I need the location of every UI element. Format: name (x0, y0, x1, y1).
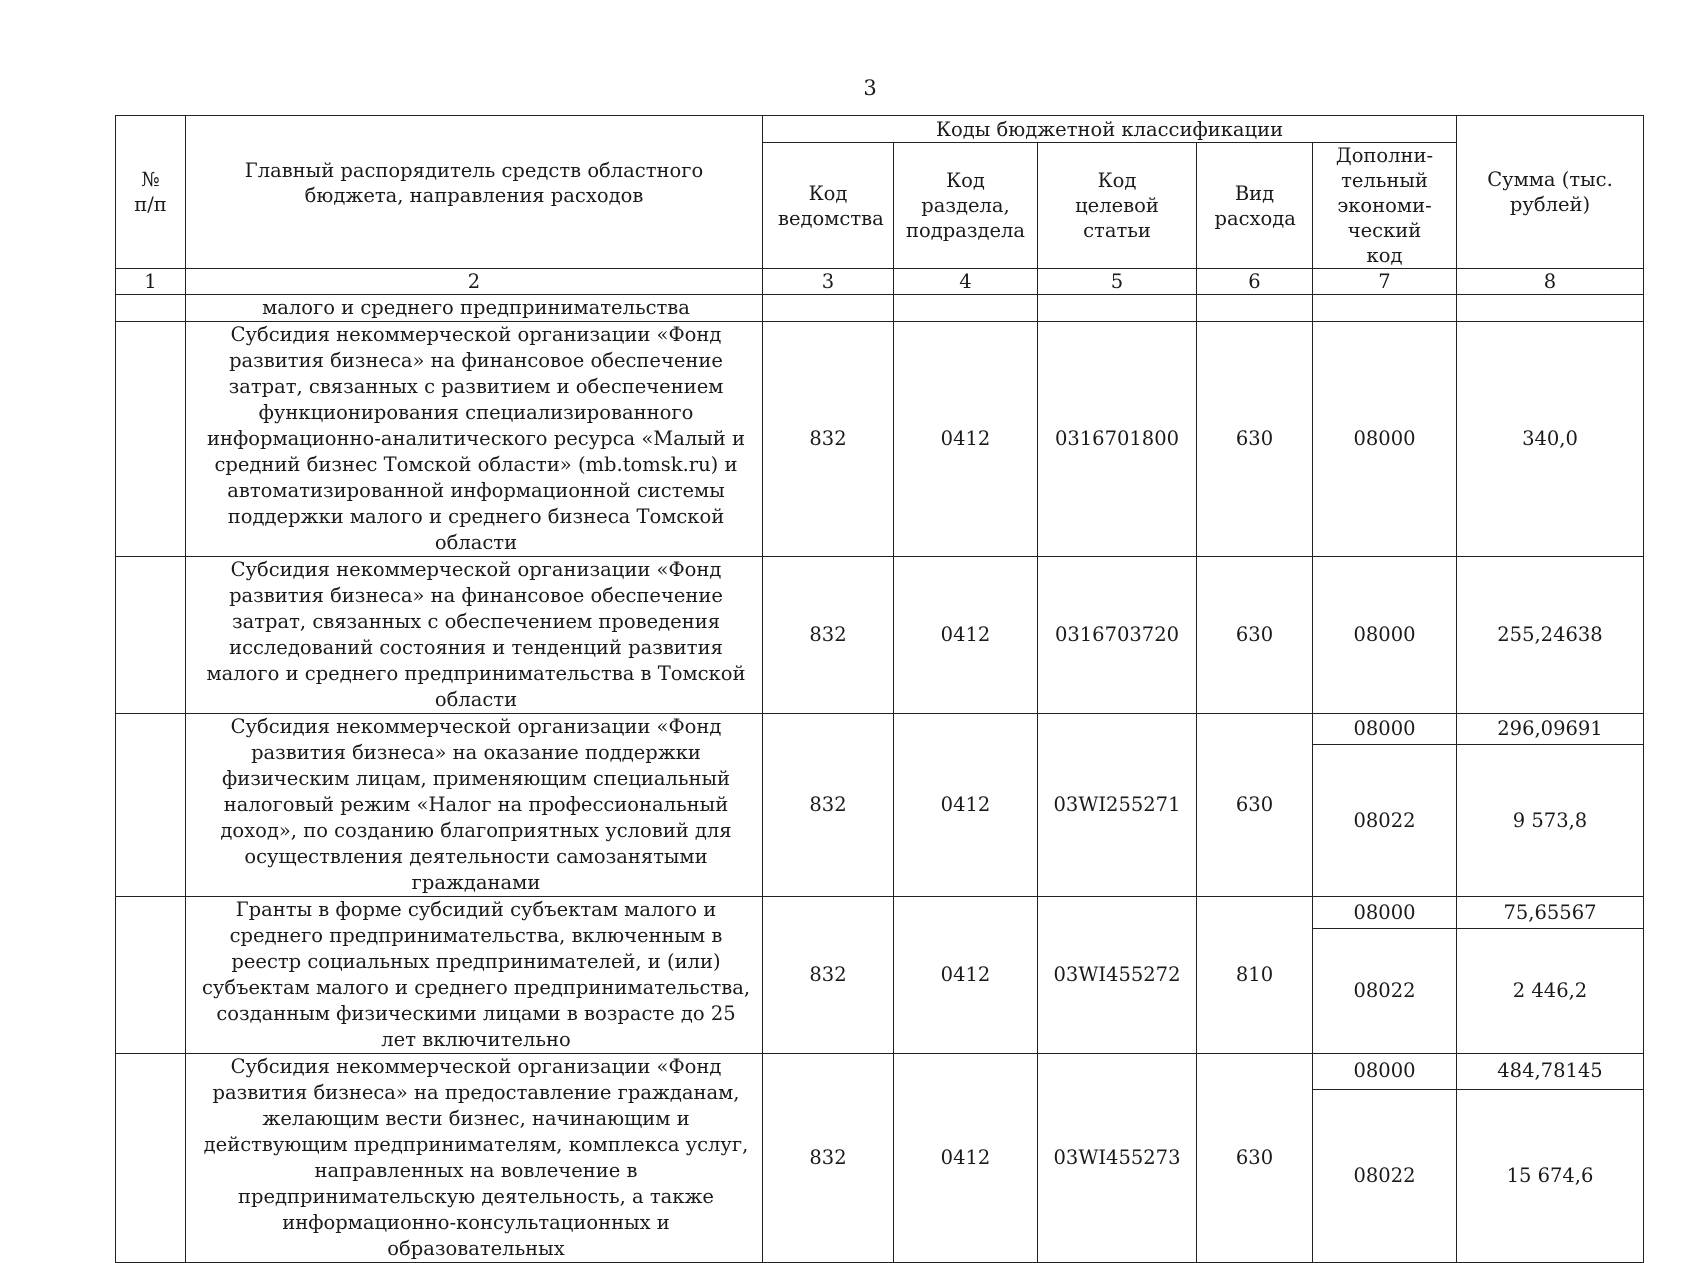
header-main: Главный распорядитель средств областного бюджета, направления расходов (186, 116, 763, 269)
row-sum: 484,78145 (1457, 1054, 1644, 1090)
row-target-code: 0316703720 (1038, 557, 1197, 714)
row-section-code (894, 295, 1038, 322)
row-expense-kind: 630 (1197, 557, 1313, 714)
row-sum: 255,24638 (1457, 557, 1644, 714)
column-number: 1 (116, 269, 186, 295)
row-extra-code (1313, 295, 1457, 322)
column-number: 8 (1457, 269, 1644, 295)
row-expense-kind: 630 (1197, 714, 1313, 897)
header-target: Код целевой статьи (1038, 143, 1197, 269)
row-target-code: 03WI255271 (1038, 714, 1197, 897)
column-number: 6 (1197, 269, 1313, 295)
row-extra-code: 08000 (1313, 322, 1457, 557)
table-row (116, 557, 1644, 714)
row-section-code: 0412 (894, 557, 1038, 714)
row-description: Субсидия некоммерческой организации «Фонд развития бизнеса» на предоставление гражданам, желающим вести бизнес, начинающим и действующим предпринимателям, комплекса услуг, направленных на вовлечение в предпринимательскую деятельность, а также информационно-консультационных и образовательных (186, 1054, 763, 1263)
row-extra-code: 08000 (1313, 557, 1457, 714)
header-kind: Вид расхода (1197, 143, 1313, 269)
header-classification-group: Коды бюджетной классификации (763, 116, 1457, 143)
row-num (116, 897, 186, 1054)
row-extra-code: 08022 (1313, 745, 1457, 897)
header-num: № п/п (116, 116, 186, 269)
column-number: 3 (763, 269, 894, 295)
row-num (116, 557, 186, 714)
row-description: Субсидия некоммерческой организации «Фонд развития бизнеса» на финансовое обеспечение затрат, связанных с обеспечением проведения исследований состояния и тенденций развития малого и среднего предпринимательства в Томской области (186, 557, 763, 714)
table-row (116, 714, 1644, 745)
budget-table (115, 115, 1644, 1263)
row-dept-code: 832 (763, 557, 894, 714)
row-section-code: 0412 (894, 714, 1038, 897)
header-extra: Дополни-тельный экономи-ческий код (1313, 143, 1457, 269)
row-expense-kind: 630 (1197, 322, 1313, 557)
table-row (116, 897, 1644, 929)
column-number: 2 (186, 269, 763, 295)
row-sum: 296,09691 (1457, 714, 1644, 745)
row-sum: 15 674,6 (1457, 1089, 1644, 1262)
page-number: 3 (863, 76, 877, 100)
row-description: Субсидия некоммерческой организации «Фонд развития бизнеса» на оказание поддержки физическим лицам, применяющим специальный налоговый режим «Налог на профессиональный доход», по созданию благоприятных условий для осуществления деятельности самозанятыми гражданами (186, 714, 763, 897)
row-target-code: 0316701800 (1038, 322, 1197, 557)
row-section-code: 0412 (894, 322, 1038, 557)
table-row (116, 322, 1644, 557)
row-description: малого и среднего предпринимательства (186, 295, 763, 322)
row-extra-code: 08022 (1313, 1089, 1457, 1262)
row-extra-code: 08000 (1313, 897, 1457, 929)
header-section: Код раздела, подраздела (894, 143, 1038, 269)
row-target-code: 03WI455273 (1038, 1054, 1197, 1263)
row-expense-kind: 810 (1197, 897, 1313, 1054)
row-description: Субсидия некоммерческой организации «Фонд развития бизнеса» на финансовое обеспечение затрат, связанных с развитием и обеспечением функционирования специализированного информационно-аналитического ресурса «Малый и средний бизнес Томской области» (mb.tomsk.ru) и автоматизированной информационной системы поддержки малого и среднего бизнеса Томской области (186, 322, 763, 557)
row-num (116, 295, 186, 322)
row-dept-code (763, 295, 894, 322)
row-extra-code: 08000 (1313, 714, 1457, 745)
row-sum (1457, 295, 1644, 322)
row-sum: 9 573,8 (1457, 745, 1644, 897)
row-extra-code: 08022 (1313, 929, 1457, 1054)
row-target-code (1038, 295, 1197, 322)
header-row-top (116, 116, 1644, 143)
table-row (116, 1054, 1644, 1090)
column-number-row (116, 269, 1644, 295)
row-num (116, 1054, 186, 1263)
row-description: Гранты в форме субсидий субъектам малого и среднего предпринимательства, включенным в реестр социальных предпринимателей, и (или) субъектам малого и среднего предпринимательства, созданным физическими лицами в возрасте до 25 лет включительно (186, 897, 763, 1054)
column-number: 5 (1038, 269, 1197, 295)
row-dept-code: 832 (763, 897, 894, 1054)
row-sum: 75,65567 (1457, 897, 1644, 929)
row-expense-kind (1197, 295, 1313, 322)
row-sum: 2 446,2 (1457, 929, 1644, 1054)
table-row (116, 295, 1644, 322)
column-number: 7 (1313, 269, 1457, 295)
column-number: 4 (894, 269, 1038, 295)
row-dept-code: 832 (763, 714, 894, 897)
row-extra-code: 08000 (1313, 1054, 1457, 1090)
header-sum: Сумма (тыс. рублей) (1457, 116, 1644, 269)
row-section-code: 0412 (894, 897, 1038, 1054)
row-num (116, 322, 186, 557)
header-dept: Код ведомства (763, 143, 894, 269)
row-target-code: 03WI455272 (1038, 897, 1197, 1054)
row-dept-code: 832 (763, 1054, 894, 1263)
row-expense-kind: 630 (1197, 1054, 1313, 1263)
row-section-code: 0412 (894, 1054, 1038, 1263)
row-num (116, 714, 186, 897)
row-dept-code: 832 (763, 322, 894, 557)
row-sum: 340,0 (1457, 322, 1644, 557)
